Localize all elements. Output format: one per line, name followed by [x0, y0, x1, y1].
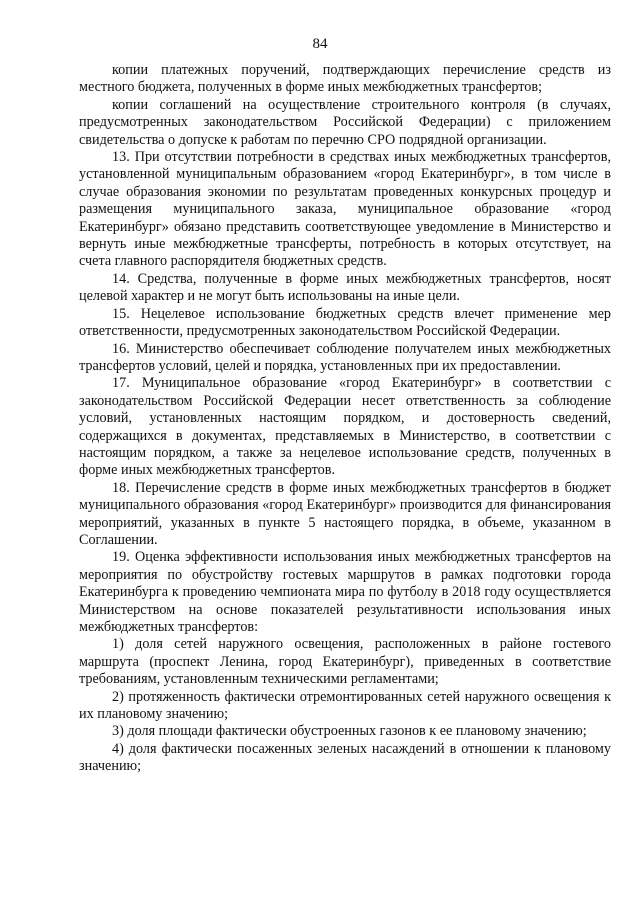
paragraph: копии соглашений на осуществление строительного контроля (в случаях, предусмотренных законодательством Российской Федерации) с приложением свидетельства о допуске к работам по перечню СРО подрядной организации. — [79, 96, 611, 148]
paragraph: 15. Нецелевое использование бюджетных средств влечет применение мер ответственности, предусмотренных законодательством Российской Федерации. — [79, 305, 611, 340]
paragraph: копии платежных поручений, подтверждающих перечисление средств из местного бюджета, полученных в форме иных межбюджетных трансфертов; — [79, 62, 611, 96]
document-body — [79, 62, 611, 776]
list-item: 1) доля сетей наружного освещения, расположенных в районе гостевого маршрута (проспект Ленина, город Екатеринбург), приведенных в соответствие требованиям, установленным техническими регламентами; — [79, 636, 611, 688]
paragraph: 18. Перечисление средств в форме иных межбюджетных трансфертов в бюджет муниципального образования «город Екатеринбург» производится для финансирования мероприятий, указанных в пункте 5 настоящего порядка, в объеме, указанном в Соглашении. — [79, 479, 611, 548]
page-number: 84 — [312, 36, 328, 52]
list-item: 3) доля площади фактически обустроенных газонов к ее плановому значению; — [112, 723, 587, 740]
list-item: 4) доля фактически посаженных зеленых насаждений в отношении к плановому значению; — [79, 740, 611, 775]
paragraph: 14. Средства, полученные в форме иных межбюджетных трансфертов, носят целевой характер и не могут быть использованы на иные цели. — [79, 270, 611, 305]
list-item: 2) протяженность фактически отремонтированных сетей наружного освещения к их плановому значению; — [79, 688, 611, 723]
paragraph: 17. Муниципальное образование «город Екатеринбург» в соответствии с законодательством Российской Федерации несет ответственность за соблюдение условий, установленных настоящим порядком, и достоверность сведений, содержащихся в документах, представляемых в Министерство, в соответствии с настоящим порядком, а также за нецелевое использование средств, полученных в форме иных межбюджетных трансфертов. — [79, 375, 611, 479]
paragraph: 19. Оценка эффективности использования иных межбюджетных трансфертов на мероприятия по обустройству гостевых маршрутов в рамках подготовки города Екатеринбурга к проведению чемпионата мира по футболу в 2018 году осуществляется Министерством на основе показателей результативности использования иных межбюджетных трансфертов: — [79, 549, 611, 635]
paragraph: 16. Министерство обеспечивает соблюдение получателем иных межбюджетных трансфертов условий, целей и порядка, установленных при их предоставлении. — [79, 340, 611, 374]
paragraph: 13. При отсутствии потребности в средствах иных межбюджетных трансфертов, установленной муниципальным образованием «город Екатеринбург», в том числе в случае образования экономии по результатам проведенных конкурсных процедур и размещения муниципального заказа, муниципальное образование «город Екатеринбург» обязано представить соответствующее уведомление в Министерство и вернуть иные межбюджетные трансферты, потребность в которых отсутствует, на счета главного распорядителя бюджетных средств. — [79, 149, 611, 270]
